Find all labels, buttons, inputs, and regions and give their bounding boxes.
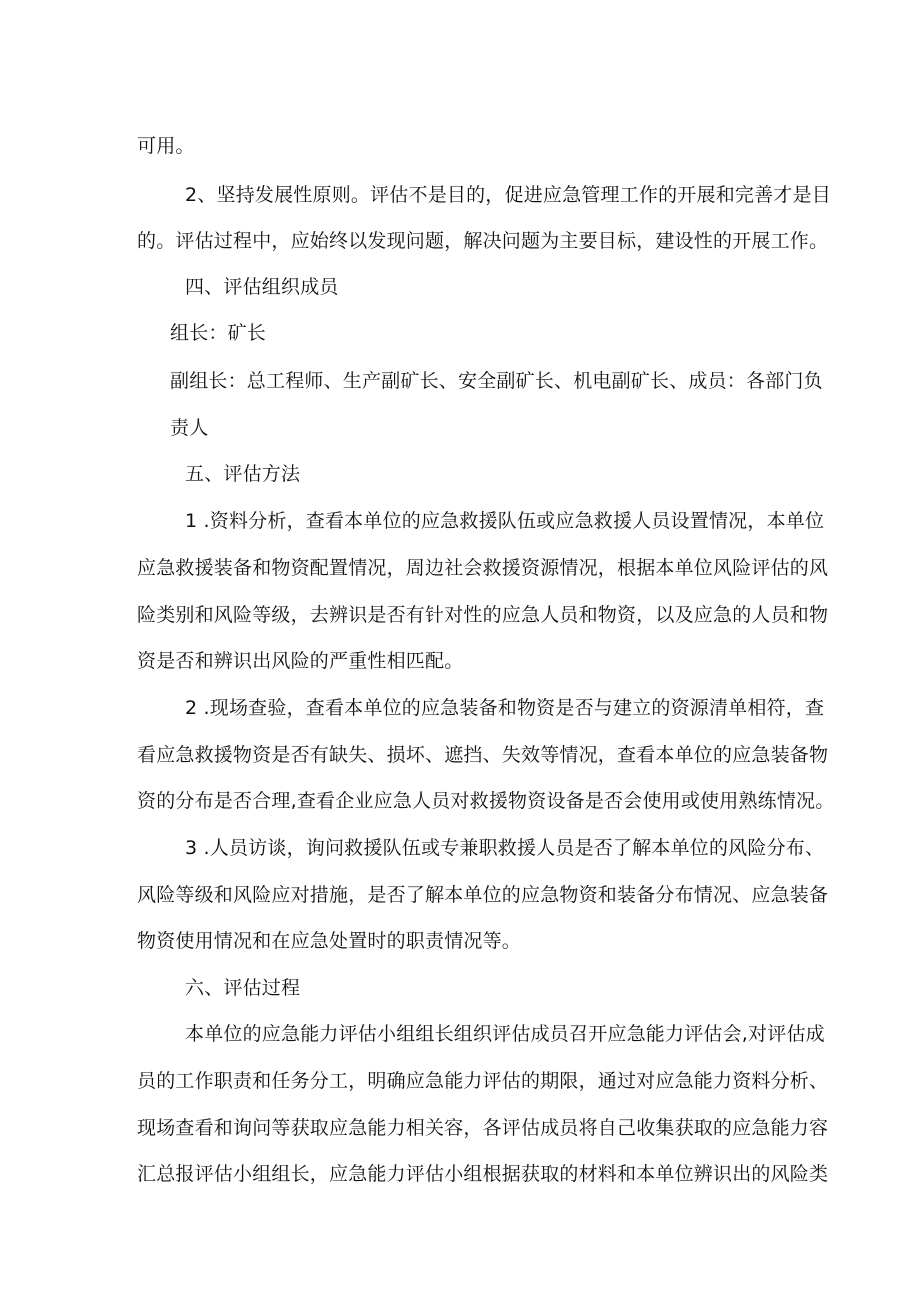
text-line: 风险等级和风险应对措施，是否了解本单位的应急物资和装备分布情况、应急装备 bbox=[137, 884, 829, 906]
section-heading: 六、评估过程 bbox=[185, 977, 301, 999]
text-line: 现场查看和询问等获取应急能力相关容，各评估成员将自己收集获取的应急能力容 bbox=[137, 1117, 829, 1139]
text-line: 组长：矿长 bbox=[170, 322, 267, 344]
text-line: 汇总报评估小组组长，应急能力评估小组根据获取的材料和本单位辨识出的风险类 bbox=[137, 1163, 829, 1185]
text-line: 2、坚持发展性原则。评估不是目的，促进应急管理工作的开展和完善才是目 bbox=[185, 184, 831, 206]
text-line: 本单位的应急能力评估小组组长组织评估成员召开应急能力评估会,对评估成 bbox=[185, 1023, 825, 1045]
text-line: 员的工作职责和任务分工，明确应急能力评估的期限，通过对应急能力资料分析、 bbox=[137, 1070, 829, 1092]
text-line: 看应急救援物资是否有缺失、损坏、遮挡、失效等情况，查看本单位的应急装备物 bbox=[137, 744, 829, 766]
text-line: 的。评估过程中，应始终以发现问题，解决问题为主要目标，建设性的开展工作。 bbox=[137, 230, 829, 252]
text-line: 资的分布是否合理,查看企业应急人员对救援物资设备是否会使用或使用熟练情况。 bbox=[137, 790, 835, 812]
text-line: 可用。 bbox=[137, 135, 195, 157]
text-line: 险类别和风险等级，去辨识是否有针对性的应急人员和物资，以及应急的人员和物 bbox=[137, 604, 829, 626]
text-line: 3 .人员访谈，询问救援队伍或专兼职救援人员是否了解本单位的风险分布、 bbox=[185, 837, 825, 859]
text-line: 副组长：总工程师、生产副矿长、安全副矿长、机电副矿长、成员：各部门负 bbox=[170, 370, 823, 392]
section-heading: 四、评估组织成员 bbox=[185, 276, 339, 298]
text-line: 资是否和辨识出风险的严重性相匹配。 bbox=[137, 650, 464, 672]
section-heading: 五、评估方法 bbox=[185, 463, 301, 485]
text-line: 责人 bbox=[170, 417, 209, 439]
text-line: 2 .现场查验，查看本单位的应急装备和物资是否与建立的资源清单相符，查 bbox=[185, 697, 825, 719]
text-line: 1 .资料分析，查看本单位的应急救援队伍或应急救援人员设置情况，本单位 bbox=[185, 510, 825, 532]
text-line: 应急救援装备和物资配置情况，周边社会救援资源情况，根据本单位风险评估的风 bbox=[137, 557, 829, 579]
text-line: 物资使用情况和在应急处置时的职责情况等。 bbox=[137, 930, 522, 952]
